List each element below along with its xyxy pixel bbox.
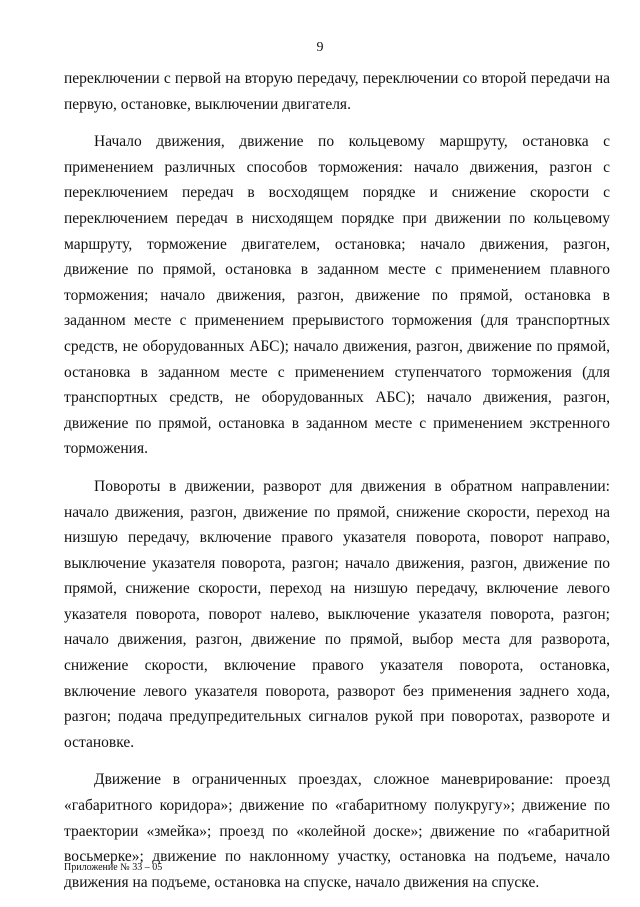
page-footer: Приложение № 33 – 05: [64, 862, 163, 873]
page-number: 9: [316, 40, 324, 55]
paragraph-turns: Повороты в движении, разворот для движения в обратном направлении: начало движения, разгон, движение по прямой, снижение скорости, переход на низшую передачу, включение правого указателя поворота, поворот направо, выключение указателя поворота, разгон; начало движения, разгон, движение по прямой, снижение скорости, переход на низшую передачу, включение левого указателя поворота, поворот налево, выключение указателя поворота, разгон; начало движения, разгон, движение по прямой, выбор места для разворота, снижение скорости, включение правого указателя поворота, остановка, включение левого указателя поворота, разворот без применения заднего хода, разгон; подача предупредительных сигналов рукой при поворотах, развороте и остановке.: [64, 477, 610, 751]
paragraph-circular-route: Начало движения, движение по кольцевому маршруту, остановка с применением различных способов торможения: начало движения, разгон с переключением передач в восходящем порядке и снижение скорости с переключением передач в нисходящем порядке при движении по кольцевому маршруту, торможение двигателем, остановка; начало движения, разгон, движение по прямой, остановка в заданном месте с применением плавного торможения; начало движения, разгон, движение по прямой, остановка в заданном месте с применением прерывистого торможения (для транспортных средств, не оборудованных АБС); начало движения, разгон, движение по прямой, остановка в заданном месте с применением ступенчатого торможения (для транспортных средств, не оборудованных АБС); начало движения, разгон, движение по прямой, остановка в заданном месте с применением экстренного торможения.: [64, 133, 610, 458]
paragraph-continuation: переключении с первой на вторую передачу, переключении со второй передачи на первую, остановке, выключении двигателя.: [64, 70, 610, 113]
paragraph-restricted-passages: Движение в ограниченных проездах, сложное маневрирование: проезд «габаритного коридора»; движение по «габаритному полукругу»; движение по траектории «змейка»; проезд по «колейной доске»; движение по «габаритной восьмерке»; движение по наклонному участку, остановка на подъеме, начало движения на подъеме, остановка на спуске, начало движения на спуске.: [64, 771, 610, 891]
body-text: [64, 66, 610, 907]
